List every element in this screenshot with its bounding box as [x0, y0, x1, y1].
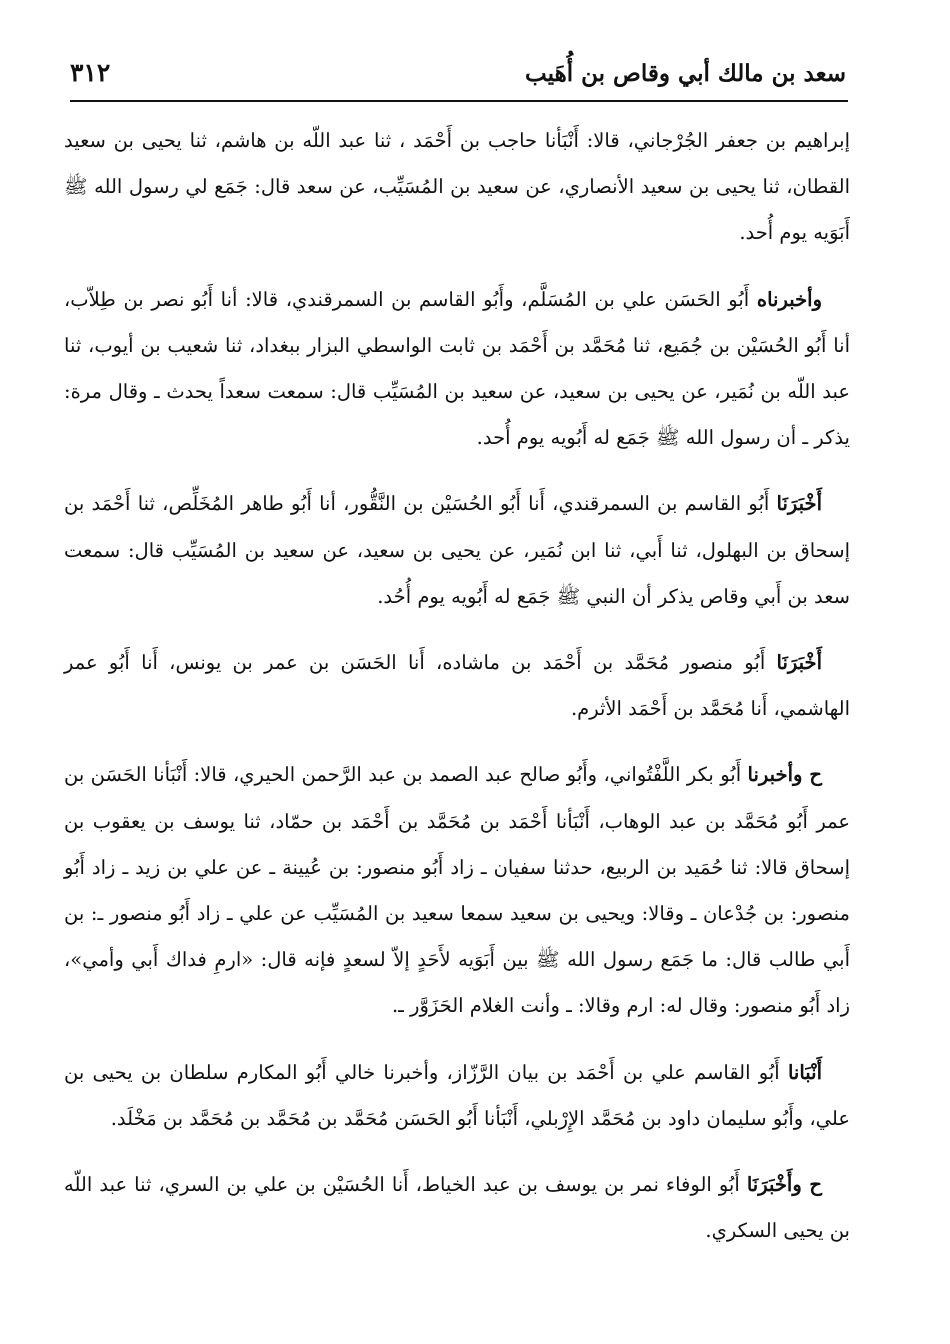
- paragraph: [64, 752, 850, 1029]
- paragraph-lead: ح وأخبرنا: [747, 763, 822, 787]
- running-header: [70, 56, 846, 96]
- page-number: ٣١٢: [70, 58, 111, 87]
- paragraph: [64, 118, 850, 257]
- header-title: سعد بن مالك أبي وقاص بن أُهَيب: [525, 60, 846, 87]
- paragraph-lead: أَخْبَرَنَا: [776, 651, 822, 675]
- paragraph-lead: ح وأَخْبَرَنَا: [746, 1173, 823, 1197]
- paragraph: [64, 640, 850, 732]
- main-text: [64, 118, 850, 1274]
- paragraph-lead: أَخْبَرَنَا: [776, 492, 823, 516]
- paragraph-text: أَبُو بكر اللَّفْتُواني، وأَبُو صالح عبد الصمد بن عبد الرَّحمن الحيري، قالا: أَنْبَأنا الحَسَن بن عمر أَبُو مُحَمَّد بن عبد الوهاب، أَنْبَأنا أَحْمَد بن مُحَمَّد بن أَحْمَد بن حمّاد، ثنا يوسف بن يعقوب بن إسحاق قالا: ثنا حُمَيد بن الربيع، حدثنا سفيان ـ زاد أَبُو منصور: بن عُيينة ـ عن علي بن زيد ـ زاد أَبُو منصور: بن جُدْعان ـ وقالا: ويحيى بن سعيد سمعا سعيد بن المُسَيِّب عن علي ـ زاد أَبُو منصور ـ: بن أَبي طالب قال: ما جَمَع رسول الله ﷺ بين أَبَوَيه لأَحَدٍ إلاّ لسعدٍ فإنه قال: «ارمِ فداك أَبي وأمي»، زاد أَبُو منصور: وقال له: ارم وقالا: ـ وأنت الغلام الحَزَوَّر ـ.: [64, 763, 850, 1018]
- paragraph: [64, 1162, 850, 1254]
- paragraph-text: إبراهيم بن جعفر الجُرْجاني، قالا: أَنْبَأنا حاجب بن أَحْمَد ، ثنا عبد اللّه بن هاشم، ثنا يحيى بن سعيد القطان، ثنا يحيى بن سعيد الأنصاري، عن سعيد بن المُسَيِّب، عن سعد قال: جَمَع لي رسول الله ﷺ أَبَوَيه يوم أُحد.: [64, 129, 850, 245]
- paragraph: [64, 277, 850, 462]
- paragraph-lead: أَنْبَانا: [787, 1060, 822, 1084]
- header-divider: [70, 100, 848, 102]
- paragraph-text: أَبُو الوفاء نمر بن يوسف بن عبد الخياط، أَنا الحُسَيْن بن علي بن السري، ثنا عبد اللّه بن يحيى السكري.: [64, 1173, 850, 1243]
- paragraph-text: أَبُو القاسم علي بن أَحْمَد بن بيان الرَّزّاز، وأخبرنا خالي أَبُو المكارم سلطان بن يحيى بن علي، وأَبُو سليمان داود بن مُحَمَّد الإِرْبلي، أَنْبَأنا أَبُو الحَسَن مُحَمَّد بن مُحَمَّد بن مُحَمَّد بن مَخْلَد.: [64, 1060, 850, 1130]
- paragraph: [64, 481, 850, 620]
- paragraph: [64, 1050, 850, 1142]
- paragraph-lead: وأخبرناه: [756, 287, 822, 311]
- paragraph-text: أَبُو القاسم بن السمرقندي، أَنا أَبُو الحُسَيْن بن النَّقُّور، أنا أَبُو طاهر المُخَلِّص، ثنا أَحْمَد بن إسحاق بن البهلول، ثنا أَبي، ثنا ابن نُمَير، عن يحيى بن سعيد، عن سعيد بن المُسَيِّب قال: سمعت سعد بن أَبي وقاص يذكر أن النبي ﷺ جَمَع له أَبُويه يوم أُحُد.: [64, 492, 850, 608]
- paragraph-text: أَبُو منصور مُحَمَّد بن أَحْمَد بن ماشاده، أَنا الحَسَن بن عمر بن يونس، أَنا أَبُو عمر الهاشمي، أَنا مُحَمَّد بن أَحْمَد الأثرم.: [64, 651, 850, 721]
- paragraph-text: أَبُو الحَسَن علي بن المُسَلَّم، وأَبُو القاسم بن السمرقندي، قالا: أنا أَبُو نصر بن طِلاّب، أنا أَبُو الحُسَيْن بن جُمَيع، ثنا مُحَمَّد بن أَحْمَد بن ثابت الواسطي البزار ببغداد، ثنا شعيب بن أيوب، ثنا عبد اللّه بن نُمَير، عن يحيى بن سعيد، عن سعيد بن المُسَيِّب قال: سمعت سعداً يحدث ـ وقال مرة: يذكر ـ أن رسول الله ﷺ جَمَع له أَبُويه يوم أُحد.: [64, 287, 850, 450]
